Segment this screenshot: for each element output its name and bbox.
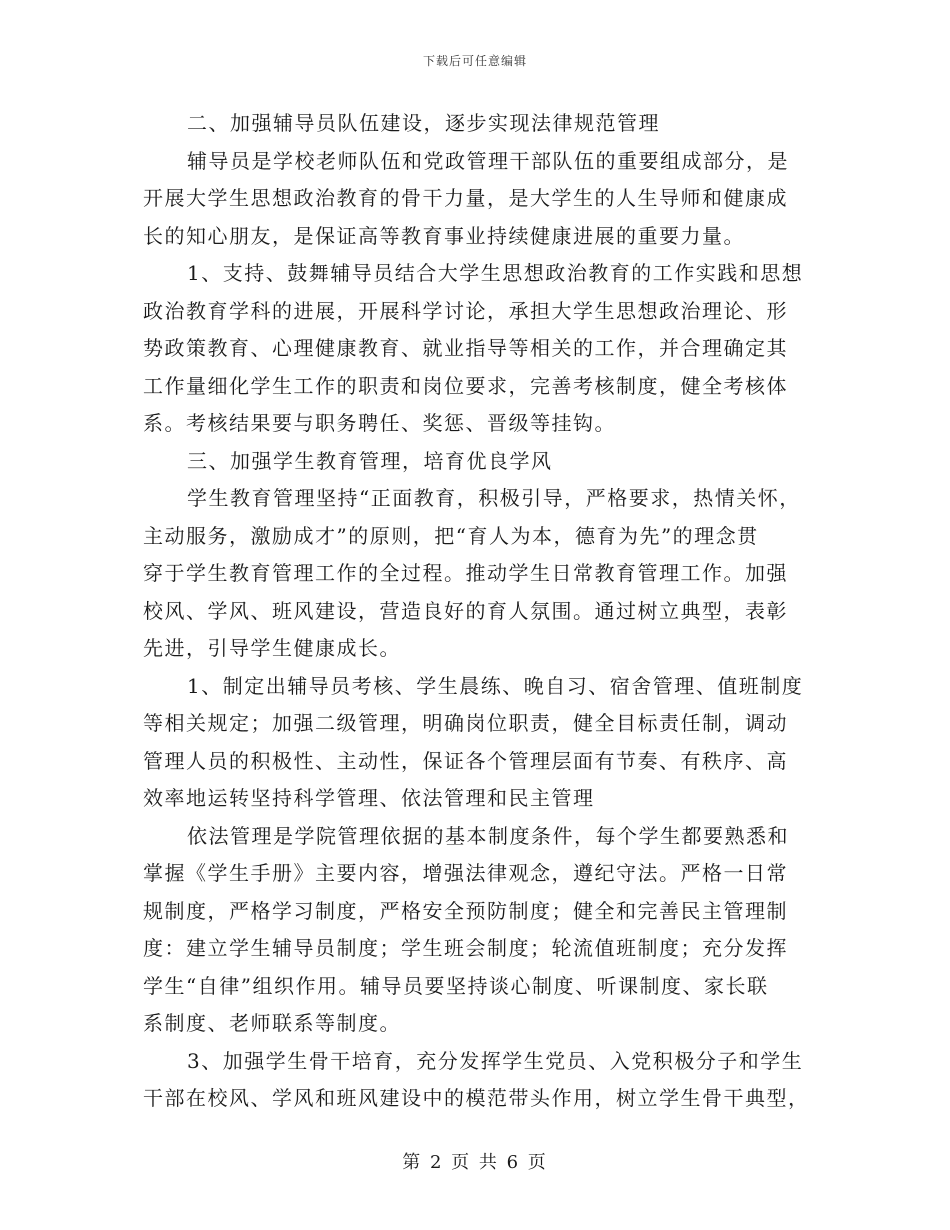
paragraph-line: 度：建立学生辅导员制度；学生班会制度；轮流值班制度；充分发挥 [143,936,788,960]
paragraph-counselor-support [143,255,823,443]
paragraph-line: 等相关规定；加强二级管理，明确岗位职责，健全目标责任制，调动 [143,711,788,735]
heading-line: 二、加强辅导员队伍建设，逐步实现法律规范管理 [187,111,660,135]
paragraph-line: 1、支持、鼓舞辅导员结合大学生思想政治教育的工作实践和思想 [187,261,804,285]
page-number-footer: 第 2 页 共 6 页 [402,1152,548,1173]
section-heading-3 [143,443,823,481]
paragraph-line: 干部在校风、学风和班风建设中的模范带头作用，树立学生骨干典型， [143,1086,810,1110]
paragraph-line: 3、加强学生骨干培育，充分发挥学生党员、入党积极分子和学生 [187,1048,804,1073]
paragraph-line: 系。考核结果要与职务聘任、奖惩、晋级等挂钩。 [143,411,616,435]
paragraph-lawful-management [143,818,823,1043]
paragraph-line: 政治教育学科的进展，开展科学讨论，承担大学生思想政治理论、形 [143,298,788,323]
paragraph-line: 学生“自律”组织作用。辅导员要坚持谈心制度、听课制度、家长联 [143,973,769,998]
paragraph-line: 掌握《学生手册》主要内容，增强法律观念，遵纪守法。严格一日常 [143,861,788,885]
page-header: 下载后可任意编辑 [422,54,527,68]
paragraph-student-leaders [143,1043,823,1118]
paragraph-line: 效率地运转坚持科学管理、依法管理和民主管理 [143,786,595,810]
section-heading-2 [143,105,823,143]
paragraph-line: 1、制定出辅导员考核、学生晨练、晚自习、宿舍管理、值班制度 [187,673,804,698]
paragraph-line: 辅导员是学校老师队伍和党政管理干部队伍的重要组成部分，是 [187,148,789,173]
paragraph-line: 管理人员的积极性、主动性，保证各个管理层面有节奏、有秩序、高 [143,748,788,773]
paragraph-line: 学生教育管理坚持“正面教育，积极引导，严格要求，热情关怀， [187,486,801,510]
paragraph-line: 开展大学生思想政治教育的骨干力量，是大学生的人生导师和健康成 [143,186,788,210]
paragraph-line: 主动服务，激励成才”的原则，把“育人为本，德育为先”的理念贯 [143,523,759,548]
paragraph-regulations [143,668,823,818]
paragraph-line: 势政策教育、心理健康教育、就业指导等相关的工作，并合理确定其 [143,336,788,360]
paragraph-line: 穿于学生教育管理工作的全过程。推动学生日常教育管理工作。加强 [143,561,788,585]
paragraph-line: 校风、学风、班风建设，营造良好的育人氛围。通过树立典型，表彰 [143,598,788,623]
paragraph-student-management [143,480,823,668]
paragraph-line: 系制度、老师联系等制度。 [143,1011,401,1035]
paragraph-counselor-role [143,143,823,256]
paragraph-line: 工作量细化学生工作的职责和岗位要求，完善考核制度，健全考核体 [143,373,788,398]
paragraph-line: 规制度，严格学习制度，严格安全预防制度；健全和完善民主管理制 [143,898,788,923]
heading-line: 三、加强学生教育管理，培育优良学风 [187,448,553,473]
paragraph-line: 先进，引导学生健康成长。 [143,636,401,660]
document-body [143,105,823,1118]
paragraph-line: 长的知心朋友，是保证高等教育事业持续健康进展的重要力量。 [143,223,745,248]
paragraph-line: 依法管理是学院管理依据的基本制度条件，每个学生都要熟悉和 [187,823,789,848]
